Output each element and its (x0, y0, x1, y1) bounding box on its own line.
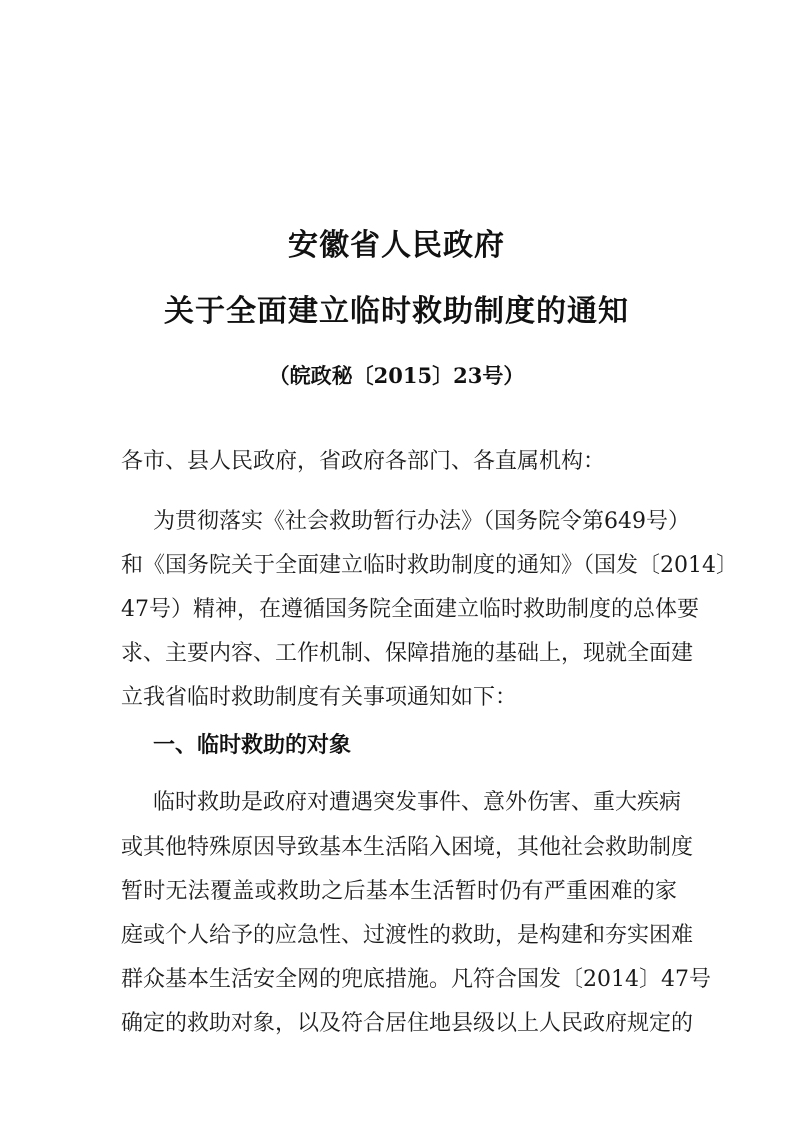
paragraph1-line: 求、主要内容、工作机制、保障措施的基础上，现就全面建 (121, 641, 694, 666)
paragraph2-line: 确定的救助对象，以及符合居住地县级以上人民政府规定的 (121, 1011, 694, 1036)
paragraph2-line: 临时救助是政府对遭遇突发事件、意外伤害、重大疾病 (153, 790, 682, 815)
paragraph1-line: 和《国务院关于全面建立临时救助制度的通知》（国发〔2014〕 (121, 553, 738, 578)
paragraph2-line: 群众基本生活安全网的兜底措施。凡符合国发〔2014〕47号 (121, 967, 711, 992)
document-number: （皖政秘〔2015〕23号） (268, 363, 525, 388)
salutation: 各市、县人民政府，省政府各部门、各直属机构： (121, 449, 606, 474)
paragraph2-line: 暂时无法覆盖或救助之后基本生活暂时仍有严重困难的家 (121, 879, 677, 904)
document-title-line1: 安徽省人民政府 (288, 228, 505, 263)
paragraph1-line: 立我省临时救助制度有关事项通知如下： (121, 685, 518, 710)
document-title-line2: 关于全面建立临时救助制度的通知 (164, 294, 629, 329)
paragraph1-line: 为贯彻落实《社会救助暂行办法》（国务院令第649号） (153, 509, 690, 534)
paragraph2-line: 或其他特殊原因导致基本生活陷入困境，其他社会救助制度 (121, 835, 694, 860)
paragraph2-line: 庭或个人给予的应急性、过渡性的救助，是构建和夯实困难 (121, 923, 694, 948)
section1-heading: 一、临时救助的对象 (153, 733, 352, 758)
paragraph1-line: 47号）精神，在遵循国务院全面建立临时救助制度的总体要 (121, 597, 699, 622)
